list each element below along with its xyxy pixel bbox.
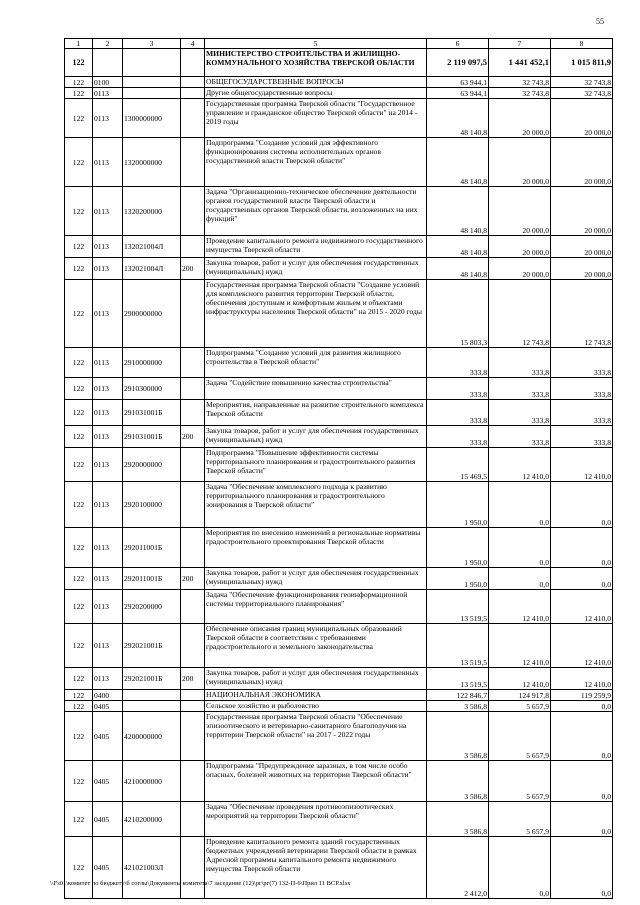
col-target-article: 4210000000 <box>123 761 181 802</box>
col-admin: 122 <box>65 426 93 448</box>
col-sum-1: 63 944,1 <box>427 77 489 88</box>
col-sum-1: 48 140,8 <box>427 236 489 258</box>
col-sum-2: 0,0 <box>489 837 551 899</box>
col-expense-type: 200 <box>181 568 205 590</box>
col-sum-1: 3 586,8 <box>427 761 489 802</box>
table-row <box>65 280 613 348</box>
col-name: Задача "Обеспечение функционирования геоинформационной системы территориального планирования" <box>205 590 427 624</box>
header-cell-col-expense-type: 4 <box>181 39 205 49</box>
col-expense-type <box>181 690 205 701</box>
header-cell-col-admin: 1 <box>65 39 93 49</box>
col-sum-1: 1 950,0 <box>427 482 489 528</box>
col-expense-type <box>181 187 205 236</box>
col-name: Государственная программа Тверской области "Создание условий для комплексного развития территории Тверской области, обеспечения доступным и комфортным жильем и объектами инфраструктуры населения Тверской области" на 2015 - 2020 годы <box>205 280 427 348</box>
col-sum-2: 5 657,9 <box>489 712 551 761</box>
header-cell-col-sum-1: 6 <box>427 39 489 49</box>
col-sum-2: 32 743,8 <box>489 77 551 88</box>
col-expense-type <box>181 88 205 99</box>
col-sum-2: 124 917,8 <box>489 690 551 701</box>
col-target-article: 421021003Л <box>123 837 181 899</box>
col-name: Другие общегосударственные вопросы <box>205 88 427 99</box>
col-sum-1: 333,8 <box>427 348 489 378</box>
col-sum-2: 1 441 452,1 <box>489 49 551 77</box>
col-name: Закупка товаров, работ и услуг для обеспечения государственных (муниципальных) нужд <box>205 426 427 448</box>
col-name: Закупка товаров, работ и услуг для обеспечения государственных (муниципальных) нужд <box>205 258 427 280</box>
col-sum-3: 12 410,0 <box>551 448 613 482</box>
col-expense-type <box>181 280 205 348</box>
col-target-article: 2910300000 <box>123 378 181 400</box>
col-expense-type <box>181 837 205 899</box>
col-target-article <box>123 77 181 88</box>
col-target-article: 2920200000 <box>123 590 181 624</box>
col-name: Государственная программа Тверской области "Государственное управление и гражданское общество Тверской области" на 2014 - 2019 годы <box>205 99 427 138</box>
col-section: 0113 <box>93 624 123 668</box>
col-expense-type <box>181 99 205 138</box>
col-sum-2: 0,0 <box>489 482 551 528</box>
col-sum-3: 20 000,0 <box>551 258 613 280</box>
col-name: Задача "Обеспечение проведения противоэпизоотических мероприятий на территории Тверской области" <box>205 802 427 837</box>
col-target-article: 1300000000 <box>123 99 181 138</box>
table-row <box>65 528 613 568</box>
col-section: 0113 <box>93 378 123 400</box>
col-sum-1: 3 586,8 <box>427 701 489 712</box>
col-section: 0113 <box>93 400 123 426</box>
col-admin: 122 <box>65 448 93 482</box>
col-sum-3: 0,0 <box>551 568 613 590</box>
page-number: 55 <box>596 17 604 26</box>
col-admin: 122 <box>65 837 93 899</box>
col-sum-1: 13 519,5 <box>427 590 489 624</box>
col-expense-type <box>181 590 205 624</box>
col-sum-1: 48 140,8 <box>427 187 489 236</box>
col-expense-type <box>181 761 205 802</box>
col-section: 0100 <box>93 77 123 88</box>
col-sum-3: 12 743,8 <box>551 280 613 348</box>
col-sum-3: 1 015 811,9 <box>551 49 613 77</box>
table-row <box>65 590 613 624</box>
file-path-footer: \\Fs01\комитет по бюджету\б соглы\Документы комитета\7 заседание (12)\рг\рг(7) 132-П-6\Прил 11 ВСР.xlsx <box>50 880 351 887</box>
col-name: Государственная программа Тверской области "Обеспечение эпизоотического и ветеринарно-санитарного благополучия на территории Тверской области" на 2017 - 2022 годы <box>205 712 427 761</box>
col-admin: 122 <box>65 99 93 138</box>
table-row <box>65 448 613 482</box>
col-sum-3: 333,8 <box>551 378 613 400</box>
col-expense-type: 200 <box>181 668 205 690</box>
col-sum-2: 333,8 <box>489 378 551 400</box>
col-section: 0405 <box>93 837 123 899</box>
table-row <box>65 49 613 77</box>
col-sum-3: 0,0 <box>551 528 613 568</box>
col-expense-type <box>181 378 205 400</box>
col-target-article: 292021001Б <box>123 624 181 668</box>
col-expense-type <box>181 802 205 837</box>
col-target-article: 2900000000 <box>123 280 181 348</box>
table-row <box>65 712 613 761</box>
col-admin: 122 <box>65 49 93 77</box>
col-admin: 122 <box>65 400 93 426</box>
col-sum-1: 333,8 <box>427 426 489 448</box>
col-name: Подпрограмма "Создание условий для эффективного функционирования системы исполнительных органов государственной власти Тверской области" <box>205 138 427 187</box>
col-sum-3: 0,0 <box>551 761 613 802</box>
col-sum-1: 13 519,5 <box>427 668 489 690</box>
col-sum-2: 333,8 <box>489 348 551 378</box>
col-sum-1: 48 140,8 <box>427 138 489 187</box>
col-admin: 122 <box>65 624 93 668</box>
col-target-article <box>123 701 181 712</box>
col-expense-type <box>181 448 205 482</box>
col-section: 0405 <box>93 761 123 802</box>
col-sum-3: 0,0 <box>551 701 613 712</box>
header-cell-col-target-article: 3 <box>123 39 181 49</box>
col-section: 0113 <box>93 528 123 568</box>
col-sum-3: 12 410,0 <box>551 590 613 624</box>
col-sum-1: 48 140,8 <box>427 258 489 280</box>
table-row <box>65 236 613 258</box>
col-section: 0113 <box>93 448 123 482</box>
col-sum-3: 32 743,8 <box>551 88 613 99</box>
col-name: Закупка товаров, работ и услуг для обеспечения государственных (муниципальных) нужд <box>205 568 427 590</box>
col-target-article <box>123 49 181 77</box>
col-sum-3: 0,0 <box>551 482 613 528</box>
col-target-article: 4200000000 <box>123 712 181 761</box>
col-sum-2: 12 410,0 <box>489 448 551 482</box>
col-section <box>93 49 123 77</box>
col-target-article: 132021004Л <box>123 236 181 258</box>
col-expense-type: 200 <box>181 426 205 448</box>
col-section: 0405 <box>93 802 123 837</box>
col-target-article: 132021004Л <box>123 258 181 280</box>
col-expense-type <box>181 712 205 761</box>
col-sum-1: 48 140,8 <box>427 99 489 138</box>
col-section: 0113 <box>93 590 123 624</box>
col-name: Задача "Организационно-техническое обеспечение деятельности органов государственной власти Тверской области и государственных органов Тверской области, возложенных на них функций" <box>205 187 427 236</box>
col-target-article: 4210200000 <box>123 802 181 837</box>
col-sum-1: 15 803,3 <box>427 280 489 348</box>
col-sum-2: 20 000,0 <box>489 138 551 187</box>
col-name: Проведение капитального ремонта зданий государственных бюджетных учреждений ветеринарии Тверской области в рамках Адресной программы капитального ремонта недвижимого имущества Тверской области <box>205 837 427 899</box>
col-sum-3: 12 410,0 <box>551 668 613 690</box>
col-sum-1: 13 519,5 <box>427 624 489 668</box>
col-sum-1: 3 586,8 <box>427 802 489 837</box>
col-section: 0113 <box>93 187 123 236</box>
table-header-row <box>65 39 613 49</box>
table-row <box>65 348 613 378</box>
col-sum-2: 333,8 <box>489 426 551 448</box>
header-cell-col-name: 5 <box>205 39 427 49</box>
table-row <box>65 88 613 99</box>
col-expense-type <box>181 528 205 568</box>
col-expense-type <box>181 236 205 258</box>
table-row <box>65 624 613 668</box>
col-admin: 122 <box>65 138 93 187</box>
col-section: 0113 <box>93 138 123 187</box>
col-section: 0113 <box>93 482 123 528</box>
table-row <box>65 187 613 236</box>
col-expense-type <box>181 77 205 88</box>
col-admin: 122 <box>65 88 93 99</box>
col-sum-3: 0,0 <box>551 802 613 837</box>
col-sum-3: 0,0 <box>551 712 613 761</box>
col-target-article: 292011001Б <box>123 528 181 568</box>
col-name: Мероприятия по внесению изменений в региональные нормативы градостроительного проектирования Тверской области <box>205 528 427 568</box>
col-sum-1: 63 944,1 <box>427 88 489 99</box>
col-sum-2: 333,8 <box>489 400 551 426</box>
col-section: 0113 <box>93 668 123 690</box>
col-sum-2: 12 410,0 <box>489 624 551 668</box>
col-admin: 122 <box>65 258 93 280</box>
col-expense-type <box>181 624 205 668</box>
col-target-article: 291031001Б <box>123 426 181 448</box>
col-admin: 122 <box>65 712 93 761</box>
table-row <box>65 701 613 712</box>
col-section: 0113 <box>93 426 123 448</box>
col-target-article <box>123 88 181 99</box>
header-cell-col-section: 2 <box>93 39 123 49</box>
table-row <box>65 400 613 426</box>
col-admin: 122 <box>65 378 93 400</box>
col-section: 0113 <box>93 99 123 138</box>
table-row <box>65 837 613 899</box>
col-sum-1: 2 119 097,5 <box>427 49 489 77</box>
col-name: Закупка товаров, работ и услуг для обеспечения государственных (муниципальных) нужд <box>205 668 427 690</box>
col-sum-2: 5 657,9 <box>489 802 551 837</box>
table-row <box>65 138 613 187</box>
col-sum-1: 1 950,0 <box>427 568 489 590</box>
col-section: 0113 <box>93 88 123 99</box>
col-admin: 122 <box>65 668 93 690</box>
col-sum-1: 1 950,0 <box>427 528 489 568</box>
col-target-article: 1320000000 <box>123 138 181 187</box>
col-admin: 122 <box>65 802 93 837</box>
col-sum-2: 20 000,0 <box>489 187 551 236</box>
col-sum-2: 12 743,8 <box>489 280 551 348</box>
col-sum-1: 15 469,5 <box>427 448 489 482</box>
budget-table <box>64 38 613 899</box>
table-row <box>65 258 613 280</box>
header-cell-col-sum-2: 7 <box>489 39 551 49</box>
col-sum-3: 119 259,9 <box>551 690 613 701</box>
table-row <box>65 426 613 448</box>
col-name: Задача "Обеспечение комплексного подхода к развитию территориального планирования и градостроительного зонирования в Тверской области" <box>205 482 427 528</box>
col-admin: 122 <box>65 701 93 712</box>
col-name: НАЦИОНАЛЬНАЯ ЭКОНОМИКА <box>205 690 427 701</box>
col-name: МИНИСТЕРСТВО СТРОИТЕЛЬСТВА И ЖИЛИЩНО-КОММУНАЛЬНОГО ХОЗЯЙСТВА ТВЕРСКОЙ ОБЛАСТИ <box>205 49 427 77</box>
col-sum-3: 333,8 <box>551 426 613 448</box>
col-sum-3: 333,8 <box>551 400 613 426</box>
col-admin: 122 <box>65 236 93 258</box>
col-expense-type <box>181 482 205 528</box>
col-section: 0405 <box>93 712 123 761</box>
col-expense-type: 200 <box>181 258 205 280</box>
col-admin: 122 <box>65 348 93 378</box>
col-admin: 122 <box>65 590 93 624</box>
col-section: 0113 <box>93 280 123 348</box>
col-section: 0113 <box>93 568 123 590</box>
col-section: 0400 <box>93 690 123 701</box>
table-row <box>65 568 613 590</box>
col-sum-2: 32 743,8 <box>489 88 551 99</box>
col-name: Подпрограмма "Создание условий для развития жилищного строительства в Тверской области" <box>205 348 427 378</box>
table-row <box>65 482 613 528</box>
col-sum-2: 20 000,0 <box>489 258 551 280</box>
col-sum-1: 2 412,0 <box>427 837 489 899</box>
col-sum-3: 32 743,8 <box>551 77 613 88</box>
col-sum-2: 20 000,0 <box>489 99 551 138</box>
col-expense-type <box>181 701 205 712</box>
col-section: 0113 <box>93 236 123 258</box>
table-row <box>65 690 613 701</box>
col-expense-type <box>181 49 205 77</box>
col-sum-3: 333,8 <box>551 348 613 378</box>
col-admin: 122 <box>65 761 93 802</box>
col-admin: 122 <box>65 482 93 528</box>
col-name: Задача "Содействие повышению качества строительства" <box>205 378 427 400</box>
col-target-article: 1320200000 <box>123 187 181 236</box>
col-sum-3: 20 000,0 <box>551 187 613 236</box>
col-admin: 122 <box>65 280 93 348</box>
col-target-article: 2920100000 <box>123 482 181 528</box>
col-target-article <box>123 690 181 701</box>
col-section: 0113 <box>93 348 123 378</box>
col-sum-2: 12 410,0 <box>489 590 551 624</box>
col-target-article: 2920000000 <box>123 448 181 482</box>
col-name: Сельское хозяйство и рыболовство <box>205 701 427 712</box>
col-target-article: 2910000000 <box>123 348 181 378</box>
col-sum-2: 5 657,9 <box>489 761 551 802</box>
col-admin: 122 <box>65 568 93 590</box>
col-sum-3: 20 000,0 <box>551 138 613 187</box>
col-name: Проведение капитального ремонта недвижимого государственного имущества Тверской области <box>205 236 427 258</box>
col-sum-2: 0,0 <box>489 528 551 568</box>
col-expense-type <box>181 348 205 378</box>
col-sum-2: 5 657,9 <box>489 701 551 712</box>
col-expense-type <box>181 138 205 187</box>
col-admin: 122 <box>65 187 93 236</box>
col-section: 0113 <box>93 258 123 280</box>
col-name: ОБЩЕГОСУДАРСТВЕННЫЕ ВОПРОСЫ <box>205 77 427 88</box>
col-sum-3: 20 000,0 <box>551 236 613 258</box>
col-section: 0405 <box>93 701 123 712</box>
col-sum-1: 3 586,8 <box>427 712 489 761</box>
col-sum-3: 12 410,0 <box>551 624 613 668</box>
table-row <box>65 668 613 690</box>
col-name: Обеспечение описания границ муниципальных образований Тверской области в соответствии с требованиями градостроительного и земельного законодательства <box>205 624 427 668</box>
table-row <box>65 761 613 802</box>
col-sum-1: 333,8 <box>427 400 489 426</box>
col-admin: 122 <box>65 690 93 701</box>
table-row <box>65 802 613 837</box>
col-sum-2: 20 000,0 <box>489 236 551 258</box>
col-target-article: 292011001Б <box>123 568 181 590</box>
col-sum-2: 0,0 <box>489 568 551 590</box>
col-sum-1: 333,8 <box>427 378 489 400</box>
header-cell-col-sum-3: 8 <box>551 39 613 49</box>
col-target-article: 291031001Б <box>123 400 181 426</box>
table-row <box>65 378 613 400</box>
col-target-article: 292021001Б <box>123 668 181 690</box>
col-sum-3: 0,0 <box>551 837 613 899</box>
col-expense-type <box>181 400 205 426</box>
col-name: Мероприятия, направленные на развитие строительного комплекса Тверской области <box>205 400 427 426</box>
col-sum-2: 12 410,0 <box>489 668 551 690</box>
table-row <box>65 77 613 88</box>
col-sum-1: 122 846,7 <box>427 690 489 701</box>
col-name: Подпрограмма "Повышение эффективности системы территориального планирования и градостроительного развития Тверской области" <box>205 448 427 482</box>
table-row <box>65 99 613 138</box>
col-sum-3: 20 000,0 <box>551 99 613 138</box>
col-admin: 122 <box>65 528 93 568</box>
col-admin: 122 <box>65 77 93 88</box>
col-name: Подпрограмма "Предупреждение заразных, в том числе особо опасных, болезней животных на территории Тверской области" <box>205 761 427 802</box>
